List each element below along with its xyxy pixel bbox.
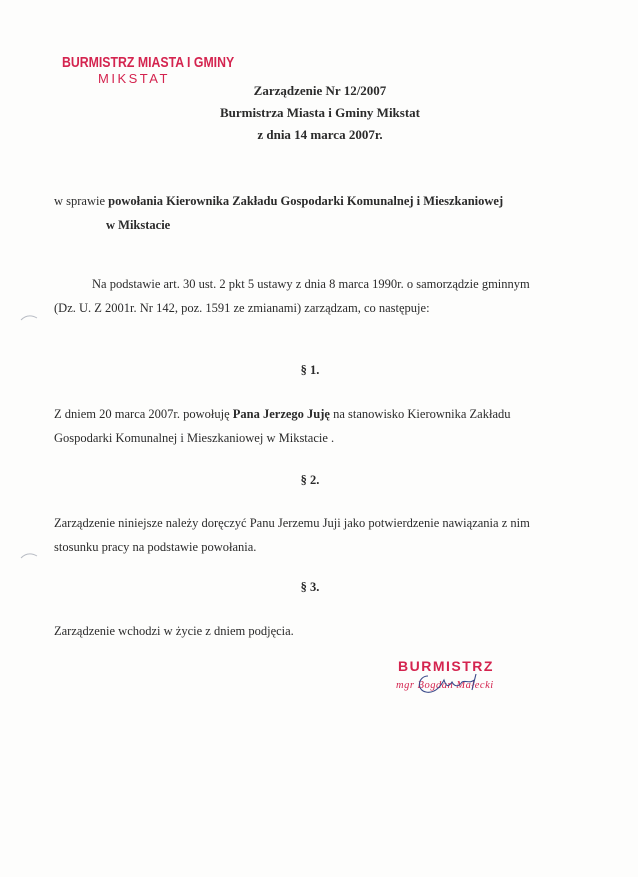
section-2-line-2: stosunku pracy na podstawie powołania. bbox=[54, 540, 257, 554]
stamp-line-2: MIKSTAT bbox=[98, 71, 170, 86]
signature-block bbox=[384, 658, 524, 691]
subject-line-2: w Mikstacie bbox=[106, 218, 171, 232]
ordinance-number: Zarządzenie Nr 12/2007 bbox=[253, 83, 387, 98]
issuer: Burmistrza Miasta i Gminy Mikstat bbox=[219, 105, 421, 120]
stamp-line-1: BURMISTRZ MIASTA I GMINY bbox=[62, 54, 235, 71]
section-3-heading: § 3. bbox=[300, 580, 320, 594]
signature-title: BURMISTRZ bbox=[398, 658, 494, 674]
section-1-suffix: na stanowisko Kierownika Zakładu bbox=[329, 407, 511, 421]
section-2-text bbox=[54, 511, 594, 559]
section-2-heading: § 2. bbox=[300, 473, 320, 487]
issue-date: z dnia 14 marca 2007r. bbox=[257, 127, 383, 142]
section-3-line-1: Zarządzenie wchodzi w życie z dniem podjęcia. bbox=[54, 624, 294, 638]
handwritten-signature-icon bbox=[414, 668, 494, 698]
section-2-line-1: Zarządzenie niniejsze należy doręczyć Panu Jerzemu Juji jako potwierdzenie nawiązania z nim bbox=[54, 516, 530, 530]
signatory-name: mgr Bogdan Małecki bbox=[396, 680, 494, 691]
margin-mark-icon bbox=[20, 312, 38, 322]
legal-basis bbox=[54, 272, 594, 320]
section-1-line-2: Gospodarki Komunalnej i Mieszkaniowej w Mikstacie . bbox=[54, 431, 335, 445]
section-3-text bbox=[54, 619, 594, 643]
document-header bbox=[170, 80, 470, 146]
subject bbox=[54, 189, 503, 237]
appointee-name: Pana Jerzego Juję bbox=[232, 407, 330, 421]
subject-prefix: w sprawie bbox=[54, 194, 109, 208]
section-1-text bbox=[54, 402, 594, 450]
section-1-prefix: Z dniem 20 marca 2007r. powołuję bbox=[54, 407, 233, 421]
subject-title: powołania Kierownika Zakładu Gospodarki Komunalnej i Mieszkaniowej bbox=[108, 194, 504, 208]
margin-mark-icon bbox=[20, 550, 38, 560]
legal-basis-line-1: Na podstawie art. 30 ust. 2 pkt 5 ustawy z dnia 8 marca 1990r. o samorządzie gminnym bbox=[92, 277, 530, 291]
legal-basis-line-2: (Dz. U. Z 2001r. Nr 142, poz. 1591 ze zmianami) zarządzam, co następuje: bbox=[54, 301, 430, 315]
section-1-heading: § 1. bbox=[300, 363, 320, 377]
